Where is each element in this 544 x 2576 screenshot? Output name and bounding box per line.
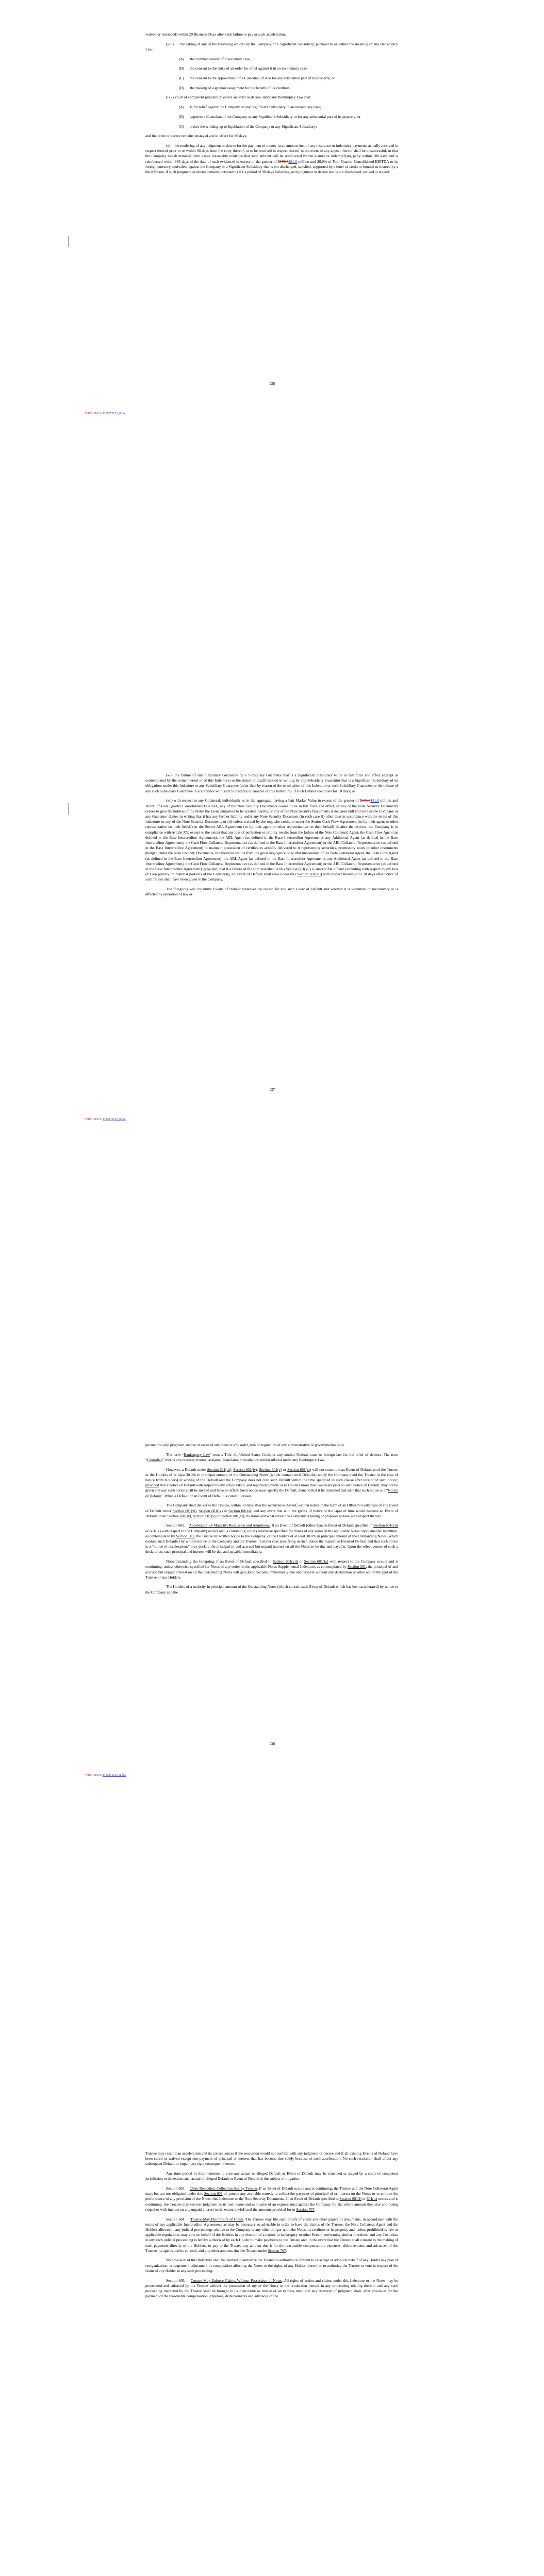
section-reference: Section 601(xii) (286, 866, 311, 871)
section-reference: Section 601(xii) (297, 872, 322, 877)
section-reference: Section 601(v) (193, 1513, 216, 1518)
section-reference: Section 601(iv) (233, 1467, 257, 1472)
paragraph: (C) orders the winding up or liquidation of the Company or any Significant Subsidiary; (179, 124, 317, 129)
text-run: with respect thereto until 30 days after notice of such failure shall have been given to the Company. (145, 872, 398, 882)
paragraph (145, 2278, 398, 2299)
text-run: , the principal of and accrued but unpaid interest on all the Outstanding Notes will (145, 1564, 398, 1574)
text-run: or (282, 1467, 288, 1472)
section-reference: Section 301 (348, 1564, 366, 1569)
document-footer (85, 412, 126, 415)
text-run: ” means any receiver, trustee, assignee, liquidator, custodian or similar official under any Bankruptcy Law. (162, 1457, 325, 1462)
paragraph (145, 1452, 398, 1463)
paragraph: (A) is for relief against the Company or any Significant Subsidiary in an involuntary case; (179, 105, 321, 110)
footer-new-id: 1110271152_8.doc (102, 1118, 126, 1121)
text-run: ”. When a Default or an Event of Default is cured, it ceases. (161, 1493, 253, 1498)
section-reference: Section 707 (268, 2248, 286, 2253)
page-body (145, 32, 398, 179)
paragraph: The Holders of a majority in principal amount of the Outstanding Notes (which contain such Event of Default which has been accelerated) by notice to the Company and the (145, 1584, 398, 1595)
text-run: or (222, 1508, 228, 1513)
section-reference: Section 601(vii) (373, 1523, 399, 1528)
section-reference: Section 301 (176, 1533, 194, 1538)
deleted-text: 172.5 (361, 798, 371, 803)
section-reference: Section 601(vii) (273, 1559, 298, 1564)
page-body (145, 773, 398, 902)
paragraph: Any time period in this Indenture to cure any actual or alleged Default or Event of Default may be extended or stayed by a court of competent jurisdiction to the extent such actual or alleged Default or Event of Default is the subject of litigation. (145, 2171, 398, 2181)
text-run: , that if a failure of the sort described in this (217, 866, 286, 871)
section-label: Section 602. (166, 1523, 189, 1528)
paragraph: (B) appoints a Custodian of the Company or any Significant Subsidiary or for any substantial part of its property; or (179, 114, 361, 119)
text-run: million and 20.0% of Four Quarter Consolidated EBITDA or its foreign currency equivalent against the Company or a Significant Subsidiary that is not discharged, satisfied, supported by a letter of credit or bonded or insured by a third Person, if such judgment or decree remains outstanding for a period of 90 days following such judgment or decree and is not discharged, waived or stayed; (145, 159, 399, 174)
page-136 (0, 0, 544, 703)
paragraph (145, 143, 398, 175)
page-138 (0, 1406, 544, 2110)
text-run: to, pursue any available remedy to collect the payment of principal of or interest on the Notes or to enforce the performance of any provision of the Notes, this Indenture or the Note Security Documents. If an Event of Default specified in (145, 2191, 398, 2201)
page-number: 136 (269, 381, 275, 386)
section-reference: Section 603 (204, 2191, 223, 2196)
paragraph: (C) the consent to the appointment of a Custodian of it or for any substantial part of its property; or (179, 76, 335, 81)
text-run: or (145, 1528, 150, 1533)
section-reference: 601(ix) (150, 1528, 161, 1533)
page-137 (0, 703, 544, 1406)
footer-old-id: WHD-1162v1 (85, 1774, 103, 1777)
paragraph: No provision of this Indenture shall be deemed to authorize the Trustee to authorize or consent to or accept or adopt on behalf of any Holder any plan of reorganization, arrangement, adjustment or composition affecting the Notes or the rights of any Holder thereof or to authorize the Trustee to vote in respect of the claim of any Holder in any such proceeding. (145, 2258, 398, 2273)
section-reference: Section 601(v) (259, 1467, 282, 1472)
deleted-text: 172.5 (279, 159, 289, 164)
defined-term: Notice of Default (145, 1488, 398, 1498)
document-footer (85, 1774, 126, 1777)
section-heading: Other Remedies; Collection Suit by Trustee (189, 2186, 257, 2191)
text-run: The term “ (166, 1452, 184, 1457)
paragraph (145, 1467, 398, 1499)
paragraph: waived or rescinded) within 20 Business Days after such failure to pay or such acceleration; (145, 32, 286, 37)
section-reference: Section 601(iii) (207, 1467, 232, 1472)
paragraph: (xi) the failure of any Subsidiary Guarantee by a Subsidiary Guarantor that is a Significant Subsidiary to be in full force and effect (except as contemplated by the terms thereof or of this Indenture) or the denial or disaffirmation in writing by any Subsidiary Guarantor that is a Significant Subsidiary of its obligations under this Indenture or any Subsidiary Guarantee (other than by reason of the termination of this Indenture or such Subsidiary Guarantee or the release of any such Subsidiary Guarantee in accordance with such Subsidiary Guarantee or this Indenture), if such Default continues for 10 days; or (145, 773, 398, 793)
text-run: with respect to the Company occurs and is continuing, unless otherwise specified for Notes of any series in the applicable Notes Supplemental Indenture, as contemplated by (145, 1559, 399, 1569)
text-run: that a notice of Default with respect to any action taken, and reported publicly or to Holders more than two years prior to such notice of Default, may not be given and any such notice shall be invalid and have no effect. Such notice must specify the Default, demand that it be remedied and state that such notice is a “ (145, 1483, 398, 1493)
paragraph (145, 1559, 398, 1580)
section-heading: Trustee May File Proofs of Claim (190, 2216, 243, 2222)
document-footer (85, 1118, 126, 1121)
inserted-text: 181.0 (288, 159, 297, 164)
page-body (145, 1443, 398, 1599)
text-run: (x) the rendering of any judgment or decree for the payment of money in an amount (net of any insurance or indemnity payments actually received in respect thereof prior to or within 90 days from the entry thereof, or to be received in respect thereof in the event of any appeal thereof shall be unsuccessful, or that the Company has determined there exists reasonable evidence that such amount will be reimbursed by the insurer or indemnifying party within 180 days and is reimbursed within 365 days of the date of such evidence) in excess of the greater of $ (145, 143, 398, 164)
paragraph: and the order or decree remains unstayed and in effect for 60 days; (145, 133, 248, 139)
footer-new-id: 1110271152_8.doc (102, 1774, 126, 1777)
paragraph: (D) the making of a general assignment for the benefit of its creditors; (179, 85, 291, 90)
text-run: , its status and what action the Company is taking or proposes to take with respect thereto. (244, 1513, 382, 1518)
paragraph: Trustee may rescind an acceleration and its consequences if the rescission would not conflict with any judgment or decree and if all existing Events of Default have been cured or waived except non-payment of principal or interest that has become due solely because of such acceleration. No such rescission shall affect any subsequent Default or impair any right consequent thereto. (145, 2151, 398, 2166)
text-run: or (361, 2196, 367, 2201)
text-run: , (196, 1508, 199, 1513)
footer-old-id: WHD-1162v1 (85, 412, 103, 415)
text-run: . (286, 2248, 287, 2253)
paragraph (145, 798, 398, 882)
italic-term: ipso facto (240, 1569, 256, 1574)
section-reference: Section 601(xi) (287, 1467, 311, 1472)
section-reference: Section 601(vi) (172, 1508, 197, 1513)
text-run: become immediately due and payable without any declaration or other act on the part of the Trustee or any Holders. (145, 1569, 398, 1580)
text-run: The Company shall deliver to the Trustee, within 30 days after the occurrence thereof, written notice in the form of an Officer’s Certificate of any Event of Default under (145, 1503, 398, 1513)
section-reference: Section 601(i) (339, 2196, 361, 2201)
text-run: occurs and is continuing, the Trustee may recover judgment in its own name and as trustee of an express trust against the Company for the whole amount then due and owing (together with interest on any unpaid interest to the extent lawful) and the amounts provided for in (145, 2196, 399, 2212)
paragraph: (B) the consent to the entry of an order for relief against it in an involuntary case; (179, 66, 308, 71)
text-run: with respect to the Company) occurs and is continuing, unless otherwise specified for Notes of any series in the applicable Notes Supplemental Indenture, as contemplated by (145, 1528, 398, 1538)
text-run: . If an Event of Default occurs and is continuing, the Trustee and the Note Collateral Agent may, but are not obligated under this (145, 2186, 399, 2196)
text-run: , (257, 1467, 259, 1472)
paragraph: (viii) the taking of any of the following actions by the Company or a Significant Subsidiary, pursuant to or within the meaning of any Bankruptcy Law: (145, 41, 398, 52)
text-run: or (215, 1513, 221, 1518)
section-heading: Acceleration of Maturity; Rescission and Annulment (189, 1523, 270, 1528)
text-run: and any event that with the giving of notice or the lapse of time would become an Event of Default under (145, 1508, 398, 1518)
defined-term: provided (145, 1483, 159, 1488)
section-label: Section 605. (166, 2278, 191, 2283)
defined-term: Custodian (147, 1457, 163, 1462)
text-run: . If an Event of Default (other than an Event of Default specified in (270, 1523, 374, 1528)
text-run: , (191, 1513, 193, 1518)
page-number: 137 (269, 1087, 275, 1092)
section-reference: Section 601(ix) (304, 1559, 328, 1564)
footer-old-id: WHD-1162v1 (85, 1118, 103, 1121)
text-run: , the Trustee by written notice to the Company, or the Holders of at least 30.0% in principal amount of the Outstanding Notes (which contain such Defaults) by written notice to the Company and the Trustee, in either case specifying in such notice the respective Event of Default and that such notice is a “notice of acceleration,” may declare the principal of and accrued but unpaid interest on all the Notes to be due and payable. Upon the effectiveness of such a declaration, such principal and interest will be due and payable immediately. (145, 1533, 399, 1554)
paragraph: (A) the commencement of a voluntary case; (179, 56, 251, 61)
text-run: . The Trustee may file such proofs of claim and other papers or documents, in accordance with the terms of any applicable Intercreditor Agreements as may be necessary or advisable in order to have the claims of the Trustee, the Note Collateral Agent and the Holders allowed in any judicial proceedings relative to the Company or any other obligor upon the Notes, its creditors or its property and, unless prohibited by law or applicable regulations, may vote on behalf of the Holders in any election of a trustee in bankruptcy or other Person performing similar functions, and any Custodian in any such judicial proceeding is hereby authorized by each Holder to make payments to the Trustee and, in the event that the Trustee shall consent to the making of such payments directly to the Holders, to pay to the Trustee any amount due it for the reasonable compensation, expenses, disbursements and advances of the Trustee, its agents and its counsel, and any other amounts due the Trustee under (145, 2216, 398, 2253)
footer-new-id: 1110271152_8.doc (102, 412, 126, 415)
text-run: is susceptible of cure (including with respect to any loss of Lien priority on material portions of the Collateral), no Event of Default shall arise under this (145, 866, 399, 877)
section-reference: Section 601(iv) (167, 1513, 191, 1518)
page-139 (0, 2110, 544, 2576)
section-label: Section 603. (166, 2186, 190, 2191)
paragraph: The foregoing will constitute Events of Default whatever the reason for any such Event of Default and whether it is voluntary or involuntary or is effected by operation of law or (145, 887, 398, 897)
text-run: . All rights of action and claims under this Indenture or the Notes may be prosecuted and enforced by the Trustee without the possession of any of the Notes or the production thereof in any proceeding relating thereto, and any such proceeding instituted by the Trustee shall be brought in its own name as trustee of an express trust, and any recovery of judgment shall, after provision for the payment of the reasonable compensation, expenses, disbursements and advances of the (145, 2278, 399, 2299)
defined-term: Bankruptcy Law (184, 1452, 210, 1457)
text-run: Notwithstanding the foregoing, if an Event of Default specified in (166, 1559, 273, 1564)
text-run: million and 20.0% of Four Quarter Consolidated EBITDA, any of the Note Security Documents ceases to be in full force and effect, or any of the Note Security Documents ceases to give the holders of the Notes the Liens purported to be created thereby, or any of the Note Security Documents is declared null and void or the Company or any Guarantor denies in writing that it has any further liability under any Note Security Document (in each case (i) other than in accordance with the terms of this Indenture or any of the Note Security Documents or (ii) unless waived by the requisite creditors under the Senior Cash Flow Agreement (or by their agent or other representative on their behalf) or the Senior ABL Agreement (or by their agent or other representative on their behalf) if, after that waiver, the Company is in compliance with Article XV, except to the extent that any loss of perfection or priority results from the failure of the Note Collateral Agent, the Cash Flow Agent (as defined in the Base Intercreditor Agreement), the ABL Agent (as defined in the Base Intercreditor Agreement), any Additional Agent (as defined in the Base Intercreditor Agreement), the Cash Flow Collateral Representative (as defined in the Base Intercreditor Agreement) or the ABL Collateral Representative (as defined in the Base Intercreditor Agreement) to maintain possession of certificates actually delivered to it representing securities, promissory notes or other instruments pledged under the Note Security Documents, or otherwise results from the gross negligence or willful misconduct of the Note Collateral Agent, the Cash Flow Agent (as defined in the Base Intercreditor Agreement), the ABL Agent (as defined in the Base Intercreditor Agreement), any Additional Agent (as defined in the Base Intercreditor Agreement), the Cash Flow Collateral Representative (as defined in the Base Intercreditor Agreement) or the ABL Collateral Representative (as defined in the Base Intercreditor Agreement); (145, 798, 398, 871)
section-reference: Section 601(xi) (228, 1508, 253, 1513)
text-run: will not constitute an Event of Default until the Trustee or the Holders of at least 30.0% in principal amount of the Outstanding Notes (which contain such Defaults) notify the Company (and the Trustee in the case of notice from Holders) in writing of the Default and the Company does not cure such Default within the time specified in such clause after receipt of such notice; (145, 1467, 398, 1483)
paragraph: (ix) a court of competent jurisdiction enters an order or decree under any Bankruptcy Law that: (166, 95, 311, 100)
section-reference: 601(ii) (367, 2196, 377, 2201)
section-reference: Section 707 (296, 2207, 315, 2212)
page-number: 138 (269, 1741, 275, 1746)
section-heading: Trustee May Enforce Claims Without Possession of Notes (190, 2278, 282, 2283)
text-run: , (231, 1467, 234, 1472)
section-reference: Section 601(ix) (199, 1508, 223, 1513)
page-body (145, 2151, 398, 2303)
inserted-text: 181.0 (370, 798, 380, 803)
text-run: (xii) with respect to any Collateral, individually or in the aggregate, having a Fair Market Value in excess of the greater of $ (166, 798, 362, 803)
section-label: Section 604. (166, 2216, 191, 2222)
paragraph (145, 2186, 398, 2212)
paragraph: pursuant to any judgment, decree or order of any court or any order, rule or regulation of any administrative or governmental body. (145, 1443, 345, 1447)
paragraph (145, 1503, 398, 1519)
section-reference: Section 601(xi) (220, 1513, 244, 1518)
paragraph (145, 1523, 398, 1554)
text-run: or (298, 1559, 304, 1564)
text-run: However, a Default under (166, 1467, 207, 1472)
text-run: ” means Title 11, United States Code, or any similar Federal, state or foreign law for the relief of debtors. The term “ (145, 1452, 398, 1462)
text-run: . (314, 2207, 316, 2212)
paragraph (145, 2217, 398, 2253)
defined-term: provided (204, 866, 218, 871)
